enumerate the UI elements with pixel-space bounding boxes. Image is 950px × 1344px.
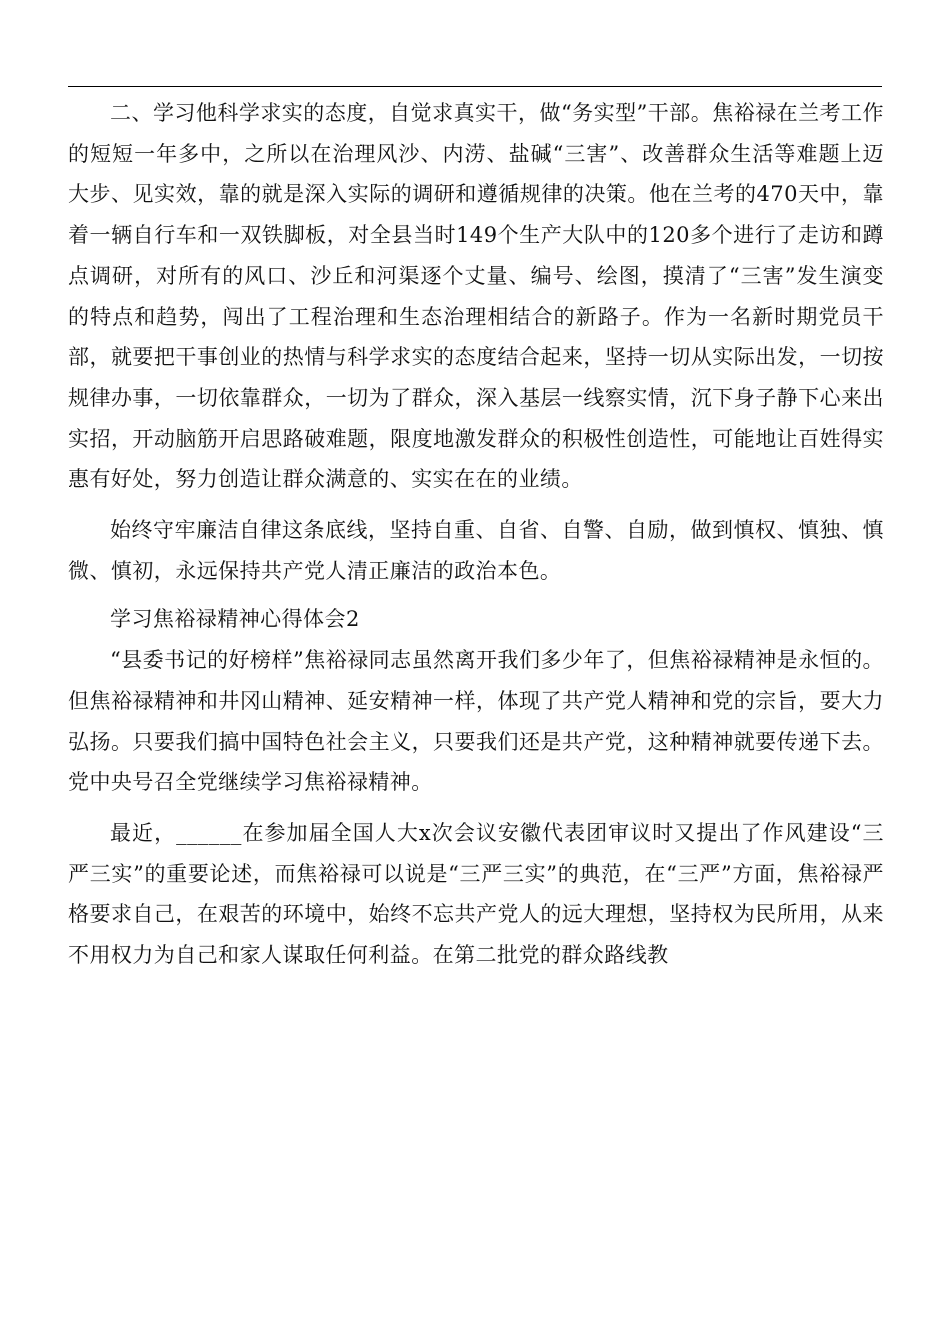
paragraph-integrity-bottom-line: 始终守牢廉洁自律这条底线，坚持自重、自省、自警、自励，做到慎权、慎独、慎微、慎初，永远保持共产党人清正廉洁的政治本色。 bbox=[68, 518, 884, 583]
paragraph-three-stricts: 最近，______在参加届全国人大x次会议安徽代表团审议时又提出了作风建设“三严三实”的重要论述，而焦裕禄可以说是“三严三实”的典范，在“三严”方面，焦裕禄严格要求自己，在艰苦的环境中，始终不忘共产党人的远大理想，坚持权为民所用，从来不用权力为自己和家人谋取任何利益。在第二批党的群众路线教 bbox=[68, 820, 884, 968]
section-heading-study-notes-2: 学习焦裕禄精神心得体会2 bbox=[110, 607, 360, 632]
paragraph-good-example: “县委书记的好榜样”焦裕禄同志虽然离开我们多少年了，但焦裕禄精神是永恒的。但焦裕禄精神和井冈山精神、延安精神一样，体现了共产党人精神和党的宗旨，要大力弘扬。只要我们搞中国特色社会主义，只要我们还是共产党，这种精神就要传递下去。党中央号召全党继续学习焦裕禄精神。 bbox=[68, 648, 884, 795]
document-body bbox=[68, 93, 884, 976]
header-rule bbox=[68, 86, 882, 87]
paragraph-pragmatic-cadre: 二、学习他科学求实的态度，自觉求真实干，做“务实型”干部。焦裕禄在兰考工作的短短一年多中，之所以在治理风沙、内涝、盐碱“三害”、改善群众生活等难题上迈大步、见实效，靠的就是深入实际的调研和遵循规律的决策。他在兰考的470天中，靠着一辆自行车和一双铁脚板，对全县当时149个生产大队中的120多个进行了走访和蹲点调研，对所有的风口、沙丘和河渠逐个丈量、编号、绘图，摸清了“三害”发生演变的特点和趋势，闯出了工程治理和生态治理相结合的新路子。作为一名新时期党员干部，就要把干事创业的热情与科学求实的态度结合起来，坚持一切从实际出发，一切按规律办事，一切依靠群众，一切为了群众，深入基层一线察实情，沉下身子静下心来出实招，开动脑筋开启思路破难题，限度地激发群众的积极性创造性，可能地让百姓得实惠有好处，努力创造让群众满意的、实实在在的业绩。 bbox=[68, 101, 884, 492]
